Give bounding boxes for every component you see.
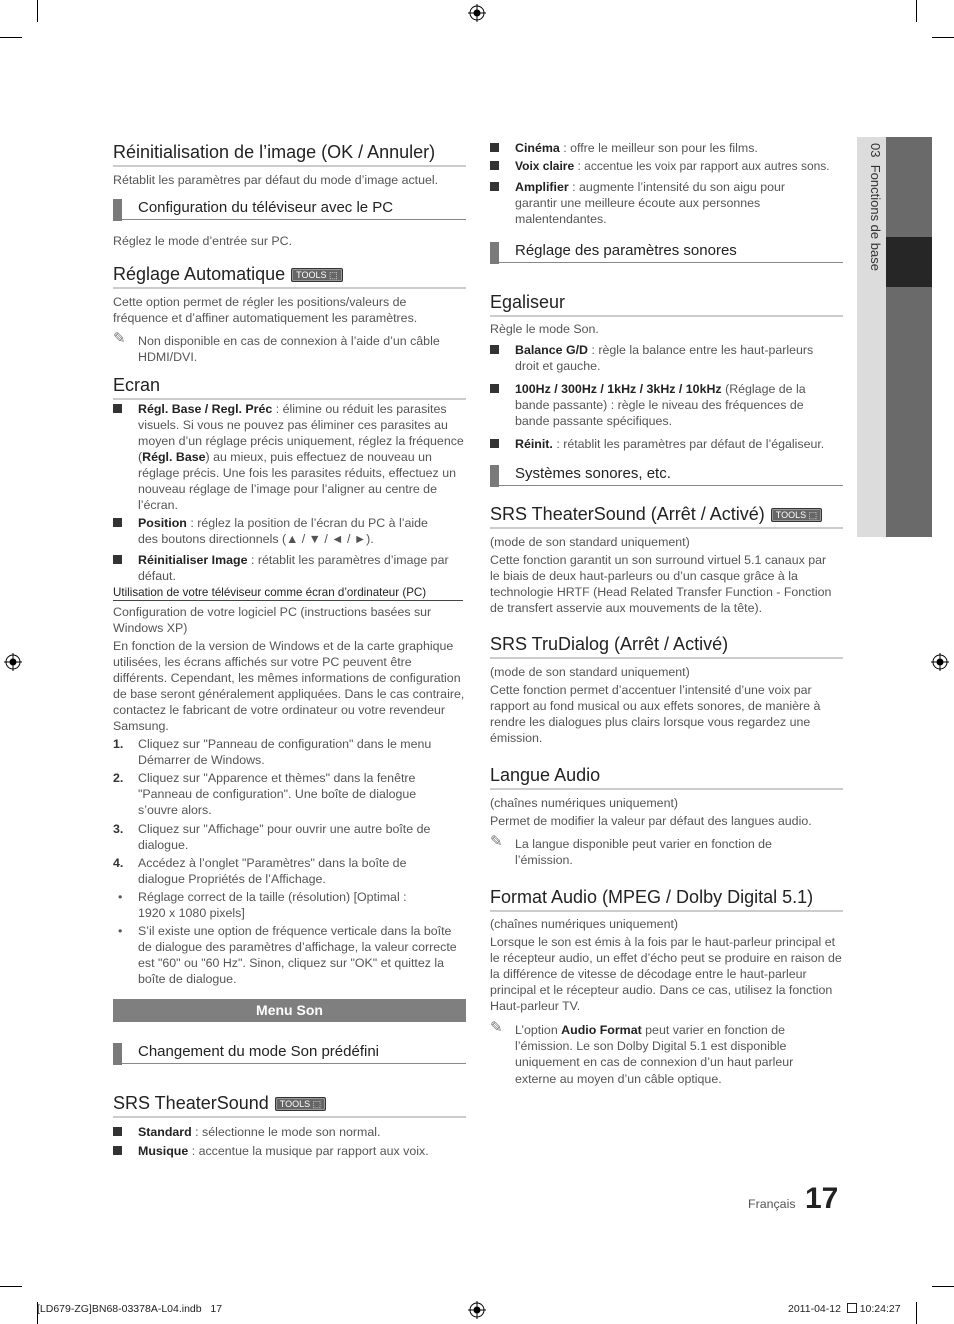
egaliseur-title: Egaliseur (490, 292, 843, 317)
util-p2: En fonction de la version de Windows et de la carte graphique utilisées, les écrans affichés sur votre PC peuvent être différents. Cependant, les mêmes informations de configuration de base seront généralement appliquées. Dans le cas contraire, contactez le fabricant de votre ordinateur ou votre revendeur Samsung. (113, 639, 465, 733)
clock-icon (847, 1303, 857, 1313)
systemes-subheading: Systèmes sonores, etc. (490, 465, 843, 486)
reinit-title: Réinitialisation de l’image (OK / Annuler) (113, 142, 466, 167)
egaliseur-text: Règle le mode Son. (490, 322, 599, 336)
bullet-square-icon (113, 1146, 122, 1155)
registration-mark-right (931, 653, 949, 671)
reinit-text: Rétablit les paramètres par défaut du mode d’image actuel. (113, 173, 439, 187)
bullet-square-icon (490, 345, 499, 354)
format-text: Lorsque le son est émis à la fois par le haut-parleur principal et le récepteur audio, un effet d’écho peut se produire en raison de la différence de vitesse de décodage entre le haut-parleur principal et le récepteur audio. Dans ce cas, utilisez la fonction Haut-parleur TV. (490, 935, 842, 1013)
tools-icon: TOOLS ⬚ (291, 268, 342, 282)
note-pencil-icon: ✎ (113, 330, 126, 347)
srs-ts-title: SRS TheaterSound (Arrêt / Activé) TOOLS ⬚ (490, 504, 843, 529)
menu-son-banner: Menu Son (113, 999, 466, 1022)
page-number: 17 (805, 1182, 839, 1215)
note-pencil-icon: ✎ (490, 1019, 503, 1036)
note-pencil-icon: ✎ (490, 833, 503, 850)
format-title: Format Audio (MPEG / Dolby Digital 5.1) (490, 887, 843, 912)
bullet-square-icon (490, 161, 499, 170)
footer-file: [LD679-ZG]BN68-03378A-L04.indb 17 (37, 1303, 223, 1315)
footer-date: 2011-04-12 10:24:27 (788, 1303, 901, 1315)
util-title: Utilisation de votre téléviseur comme écran d’ordinateur (PC) (113, 586, 463, 601)
auto-text: Cette option permet de régler les positions/valeurs de fréquence et d’affiner automatiquement les paramètres. (113, 295, 418, 325)
langue-text: Permet de modifier la valeur par défaut des langues audio. (490, 814, 812, 828)
footer-lang: Français (748, 1197, 796, 1211)
side-tab-darker (886, 237, 932, 287)
side-tab-dark (886, 137, 932, 537)
util-p1: Configuration de votre logiciel PC (instructions basées sur Windows XP) (113, 605, 432, 635)
bullet-square-icon (490, 384, 499, 393)
bullet-dot-icon: • (118, 924, 123, 938)
trudialog-text: Cette fonction permet d’accentuer l’intensité d’une voix par rapport au fond musical ou aux effets sonores, de manière à rendre les dialogues plus clairs lorsque vous regardez une émission. (490, 683, 821, 745)
format-mode: (chaînes numériques uniquement) (490, 917, 679, 931)
srs-ts-text: Cette fonction garantit un son surround virtuel 5.1 canaux par le biais de deux haut-parleurs ou d’un casque grâce à la technologie HRTF (Head Related Transfer Function - Fonction de transfert asservie aux mouvements de la tête). (490, 553, 832, 615)
srs-ts-mode: (mode de son standard uniquement) (490, 535, 690, 549)
trudialog-title: SRS TruDialog (Arrêt / Activé) (490, 634, 843, 659)
changement-subheading: Changement du mode Son prédéfini (113, 1043, 466, 1064)
side-tab-label: 03 Fonctions de base (868, 143, 883, 271)
srs-theatersound-title: SRS TheaterSound TOOLS ⬚ (113, 1093, 466, 1118)
bullet-square-icon (490, 439, 499, 448)
bullet-square-icon (113, 404, 122, 413)
bullet-square-icon (113, 555, 122, 564)
auto-title: Réglage Automatique TOOLS ⬚ (113, 264, 466, 289)
ecran-title: Ecran (113, 375, 466, 400)
bullet-dot-icon: • (118, 890, 123, 904)
registration-mark-left (4, 653, 22, 671)
bullet-square-icon (490, 182, 499, 191)
tools-icon: TOOLS ⬚ (275, 1097, 326, 1111)
registration-mark-bottom (468, 1301, 486, 1319)
registration-mark-top (468, 4, 486, 22)
tools-icon: TOOLS ⬚ (771, 508, 822, 522)
bullet-square-icon (490, 143, 499, 152)
bullet-square-icon (113, 518, 122, 527)
langue-title: Langue Audio (490, 765, 843, 790)
langue-mode: (chaînes numériques uniquement) (490, 796, 679, 810)
format-note-last: externe au moyen d’un câble optique. (515, 1072, 722, 1086)
reglage-subheading: Réglage des paramètres sonores (490, 242, 843, 263)
bullet-square-icon (113, 1127, 122, 1136)
config-subheading: Configuration du téléviseur avec le PC (113, 199, 466, 220)
config-text: Réglez le mode d’entrée sur PC. (113, 234, 293, 248)
trudialog-mode: (mode de son standard uniquement) (490, 665, 690, 679)
